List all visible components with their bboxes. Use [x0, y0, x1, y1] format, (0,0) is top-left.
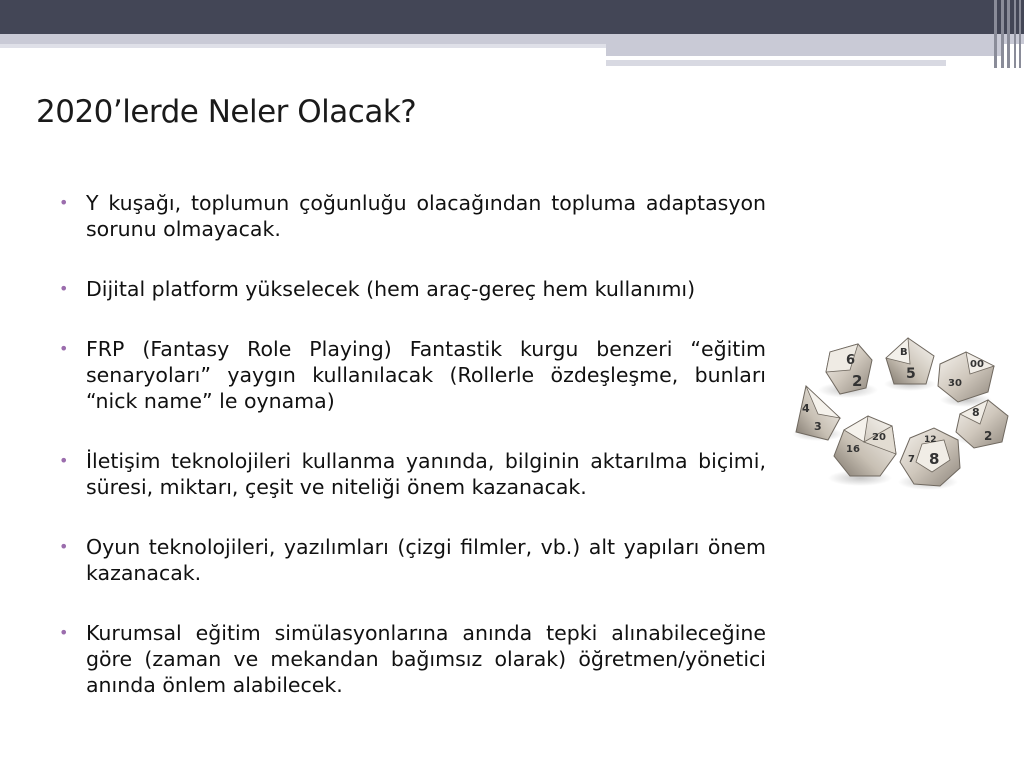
bullet-icon: • [59, 339, 69, 358]
bullet-text: Oyun teknolojileri, yazılımları (çizgi filmler, vb.) alt yapıları önem kazanacak. [86, 535, 766, 585]
header-band-right [606, 44, 1002, 56]
header-band-light [0, 34, 1024, 44]
die-number: 3 [814, 420, 822, 433]
die-number: 12 [924, 435, 937, 445]
die-d10-right [938, 352, 994, 402]
bullet-icon: • [59, 451, 69, 470]
bullet-item [56, 276, 766, 302]
die-number: 2 [852, 372, 863, 390]
bullet-text: Dijital platform yükselecek (hem araç-gereç hem kullanımı) [86, 277, 696, 301]
die-number: B [900, 347, 908, 358]
bullet-text: Y kuşağı, toplumun çoğunluğu olacağından topluma adaptasyon sorunu olmayacak. [86, 191, 766, 241]
die-number: 30 [948, 378, 962, 389]
bullet-item [56, 620, 766, 698]
header-band-right-thin [606, 60, 946, 66]
bullet-icon: • [59, 279, 69, 298]
header-band-light-thin [0, 44, 610, 48]
die-number: 8 [972, 406, 980, 419]
header-vertical-stripes [990, 0, 1024, 68]
header-band-dark [0, 0, 1024, 34]
die-number: 6 [846, 353, 856, 368]
die-number: 16 [846, 444, 860, 455]
bullet-item [56, 190, 766, 242]
bullet-text: İletişim teknolojileri kullanma yanında, bilginin aktarılma biçimi, süresi, miktarı, çeşit ve niteliği önem kazanacak. [86, 449, 766, 499]
bullet-item [56, 448, 766, 500]
bullet-text: FRP (Fantasy Role Playing) Fantastik kurgu benzeri “eğitim senaryoları” yaygın kullanılacak (Rollerle özdeşleşme, bunları “nick name” le oynama) [86, 337, 766, 413]
bullet-item [56, 534, 766, 586]
die-number: 20 [872, 432, 886, 443]
die-d20 [834, 416, 896, 476]
bullet-list [56, 190, 766, 732]
die-d8-middle [886, 338, 934, 384]
bullet-icon: • [59, 623, 69, 642]
die-number: 00 [970, 359, 984, 370]
die-number: 7 [908, 454, 915, 465]
slide-title: 2020’lerde Neler Olacak? [36, 94, 417, 130]
header-band-right-gap [606, 56, 951, 58]
dice-image [788, 330, 1018, 500]
die-number: 8 [929, 450, 940, 468]
die-number: 5 [906, 366, 916, 382]
bullet-icon: • [59, 537, 69, 556]
die-number: 2 [984, 429, 993, 443]
bullet-icon: • [59, 193, 69, 212]
bullet-item [56, 336, 766, 414]
bullet-text: Kurumsal eğitim simülasyonlarına anında tepki alınabileceğine göre (zaman ve mekandan bağımsız olarak) öğretmen/yönetici anında önlem alabilecek. [86, 621, 766, 697]
die-number: 4 [802, 402, 810, 415]
